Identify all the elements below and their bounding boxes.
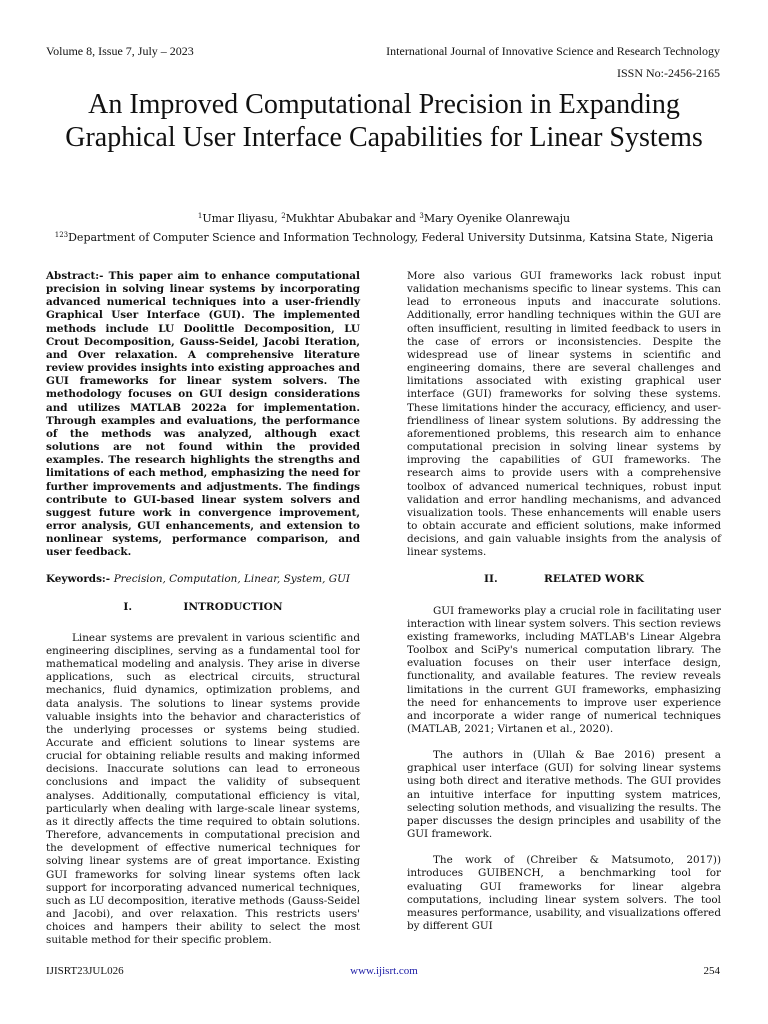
author-3-sup: 3: [419, 212, 424, 220]
right-column: [407, 270, 721, 933]
affiliation-sup: 123: [54, 231, 69, 239]
authors: [0, 212, 768, 225]
related-paragraph-1: GUI frameworks play a crucial role in facilitating user interaction with linear system solvers. This section reviews existing frameworks, including MATLAB's Linear Algebra Toolbox and SciPy's numerical computation library. The evaluation focuses on their user interface design, functionality, and available features. The review reveals limitations in the current GUI frameworks, emphasizing the need for enhancements to improve user experience and incorporate a wider range of numerical techniques (MATLAB, 2021; Virtanen et al., 2020).: [407, 604, 721, 735]
header-volume: Volume 8, Issue 7, July – 2023: [46, 44, 194, 58]
author-1-sup: 1: [197, 212, 203, 220]
section-1-number: I.: [123, 600, 133, 613]
footer-url[interactable]: www.ijisrt.com: [350, 965, 418, 977]
section-2-number: II.: [484, 573, 498, 586]
affiliation: [0, 231, 768, 244]
related-paragraph-2: The authors in (Ullah & Bae 2016) present a graphical user interface (GUI) for solving linear systems using both direct and iterative methods. The GUI provides an intuitive interface for inputting system matrices, selecting solution methods, and visualizing the results. The paper discusses the design principles and usability of the GUI framework.: [407, 749, 721, 841]
section-1-title: INTRODUCTION: [183, 600, 283, 613]
keywords: [46, 573, 360, 586]
header-journal: International Journal of Innovative Science and Research Technology: [386, 44, 720, 58]
section-2-title: RELATED WORK: [544, 573, 644, 586]
related-paragraph-3: The work of (Chreiber & Matsumoto, 2017)) introduces GUIBENCH, a benchmarking tool for evaluating GUI frameworks for linear algebra computations, including linear system solvers. The tool measures performance, usability, and visualizations offered by different GUI: [407, 854, 721, 933]
author-1: Umar Iliyasu,: [202, 212, 282, 225]
intro-paragraph: Linear systems are prevalent in various scientific and engineering disciplines, serving as a fundamental tool for mathematical modeling and analysis. They arise in diverse applications, such as electrical circuits, structural mechanics, fluid dynamics, optimization problems, and data analysis. The solutions to linear systems provide valuable insights into the behavior and characteristics of the underlying processes or systems being studied. Accurate and efficient solutions to linear systems are crucial for obtaining reliable results and making informed decisions. Inaccurate solutions can lead to erroneous conclusions and impact the validity of subsequent analyses. Additionally, computational efficiency is vital, particularly when dealing with large-scale linear systems, as it directly affects the time required to obtain solutions. Therefore, advancements in computational precision and the development of effective numerical techniques for solving linear systems are of great importance. Existing GUI frameworks for solving linear systems often lack support for incorporating advanced numerical techniques, such as LU decomposition, iterative methods (Gauss-Seidel and Jacobi), and over relaxation. This restricts users' choices and hampers their ability to select the most suitable method for their specific problem.: [46, 631, 360, 947]
keywords-label: Keywords:-: [46, 573, 114, 586]
author-2-sup: 2: [281, 212, 286, 220]
section-2-heading: [407, 573, 721, 586]
header-issn: ISSN No:-2456-2165: [616, 66, 720, 80]
paper-title: An Improved Computational Precision in Expanding Graphical User Interface Capabilities for Linear Systems: [65, 89, 703, 153]
abstract: Abstract:- This paper aim to enhance computational precision in solving linear systems by incorporating advanced numerical techniques into a user-friendly Graphical User Interface (GUI). The implemented methods include LU Doolittle Decomposition, LU Crout Decomposition, Gauss-Seidel, Jacobi Iteration, and Over relaxation. A comprehensive literature review provides insights into existing approaches and GUI frameworks for linear system solvers. The methodology focuses on GUI design considerations and utilizes MATLAB 2022a for implementation. Through examples and evaluations, the performance of the methods was analyzed, although exact solutions are not found within the provided examples. The research highlights the strengths and limitations of each method, emphasizing the need for further improvements and adjustments. The findings contribute to GUI-based linear system solvers and suggest future work in convergence improvement, error analysis, GUI enhancements, and extension to nonlinear systems, performance comparison, and user feedback.: [46, 270, 360, 559]
right-paragraph-1: More also various GUI frameworks lack robust input validation mechanisms specific to linear systems. This can lead to erroneous inputs and inaccurate solutions. Additionally, error handling techniques within the GUI are often insufficient, resulting in limited feedback to users in the case of errors or inconsistencies. Despite the widespread use of linear systems in scientific and engineering domains, there are several challenges and limitations associated with existing graphical user interface (GUI) frameworks for solving these systems. These limitations hinder the accuracy, efficiency, and user-friendliness of linear system solutions. By addressing the aforementioned problems, this research aim to enhance computational precision in solving linear systems by improving the capabilities of GUI frameworks. The research aims to provide users with a comprehensive toolbox of advanced numerical techniques, robust input validation and error handling mechanisms, and advanced visualization tools. These enhancements will enable users to obtain accurate and efficient solutions, make informed decisions, and gain valuable insights from the analysis of linear systems.: [407, 270, 721, 559]
affiliation-text: Department of Computer Science and Information Technology, Federal University Dutsinma, Katsina State, Nigeria: [68, 231, 714, 244]
author-2: Mukhtar Abubakar and: [285, 212, 420, 225]
keywords-text: Precision, Computation, Linear, System, GUI: [113, 573, 350, 586]
left-column: [46, 270, 360, 948]
author-3: Mary Oyenike Olanrewaju: [423, 212, 571, 225]
footer-code: IJISRT23JUL026: [46, 965, 124, 977]
section-1-heading: [46, 601, 360, 614]
footer-page-number: 254: [703, 965, 720, 977]
